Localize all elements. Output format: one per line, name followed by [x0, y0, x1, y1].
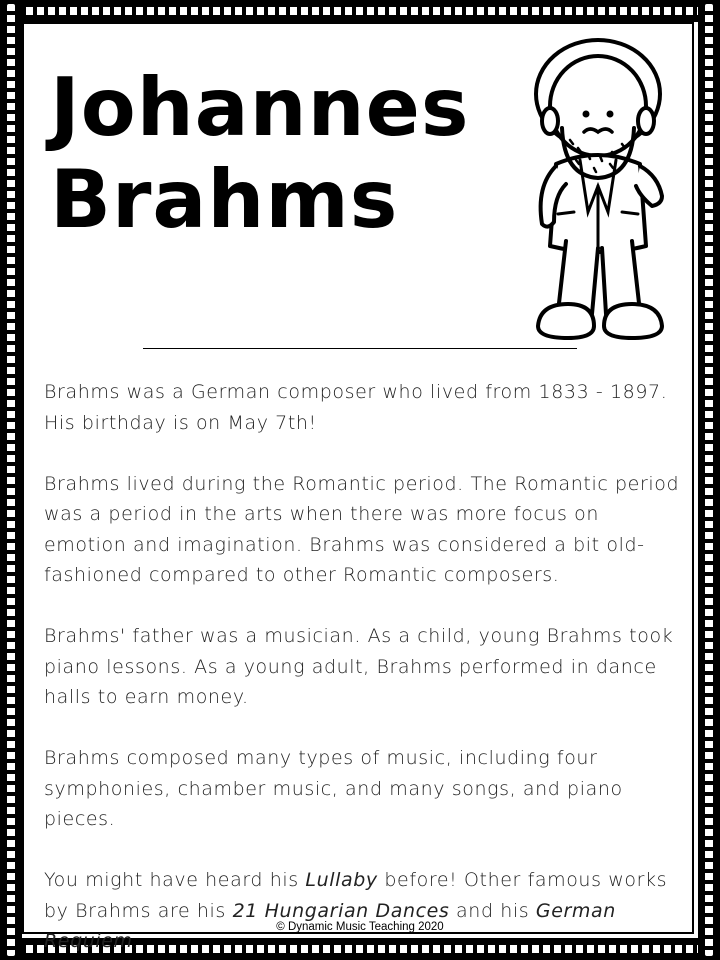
article-body [44, 377, 684, 957]
work-title-lullaby: Lullaby [305, 869, 378, 891]
brahms-cartoon-icon [528, 36, 678, 348]
title-line-last: Brahms [50, 153, 399, 246]
paragraph-compositions: Brahms composed many types of music, including four symphonies, chamber music, and many songs, and piano pieces. [44, 747, 623, 830]
piano-key-border-top [0, 0, 720, 22]
name-underline [143, 348, 577, 349]
piano-key-border-left [0, 0, 22, 960]
paragraph-famous-works [44, 865, 684, 957]
famous-works-text-3: and his [449, 899, 536, 922]
famous-works-text-2: before! Other famous works by Brahms are his [44, 869, 668, 922]
famous-works-text-4: . [132, 930, 140, 952]
page-title [50, 62, 520, 246]
paragraph-romantic-period: Brahms lived during the Romantic period. The Romantic period was a period in the arts when there was more focus on emotion and imagination. Brahms was considered a bit old-fashioned compared to other Romantic composers. [44, 472, 680, 586]
work-title-hungarian-dances: 21 Hungarian Dances [232, 899, 450, 922]
paragraph-childhood: Brahms' father was a musician. As a child, young Brahms took piano lessons. As a young adult, Brahms performed in dance halls to earn money. [44, 625, 674, 708]
paragraph-birth: Brahms was a German composer who lived from 1833 - 1897. His birthday is on May 7th! [44, 381, 668, 434]
piano-key-border-right [698, 0, 720, 960]
famous-works-text-1: You might have heard his [44, 869, 306, 891]
title-line-first: Johannes [50, 61, 470, 154]
work-title-german-requiem: German Requiem [44, 899, 616, 952]
copyright-footer: © Dynamic Music Teaching 2020 [276, 921, 444, 933]
